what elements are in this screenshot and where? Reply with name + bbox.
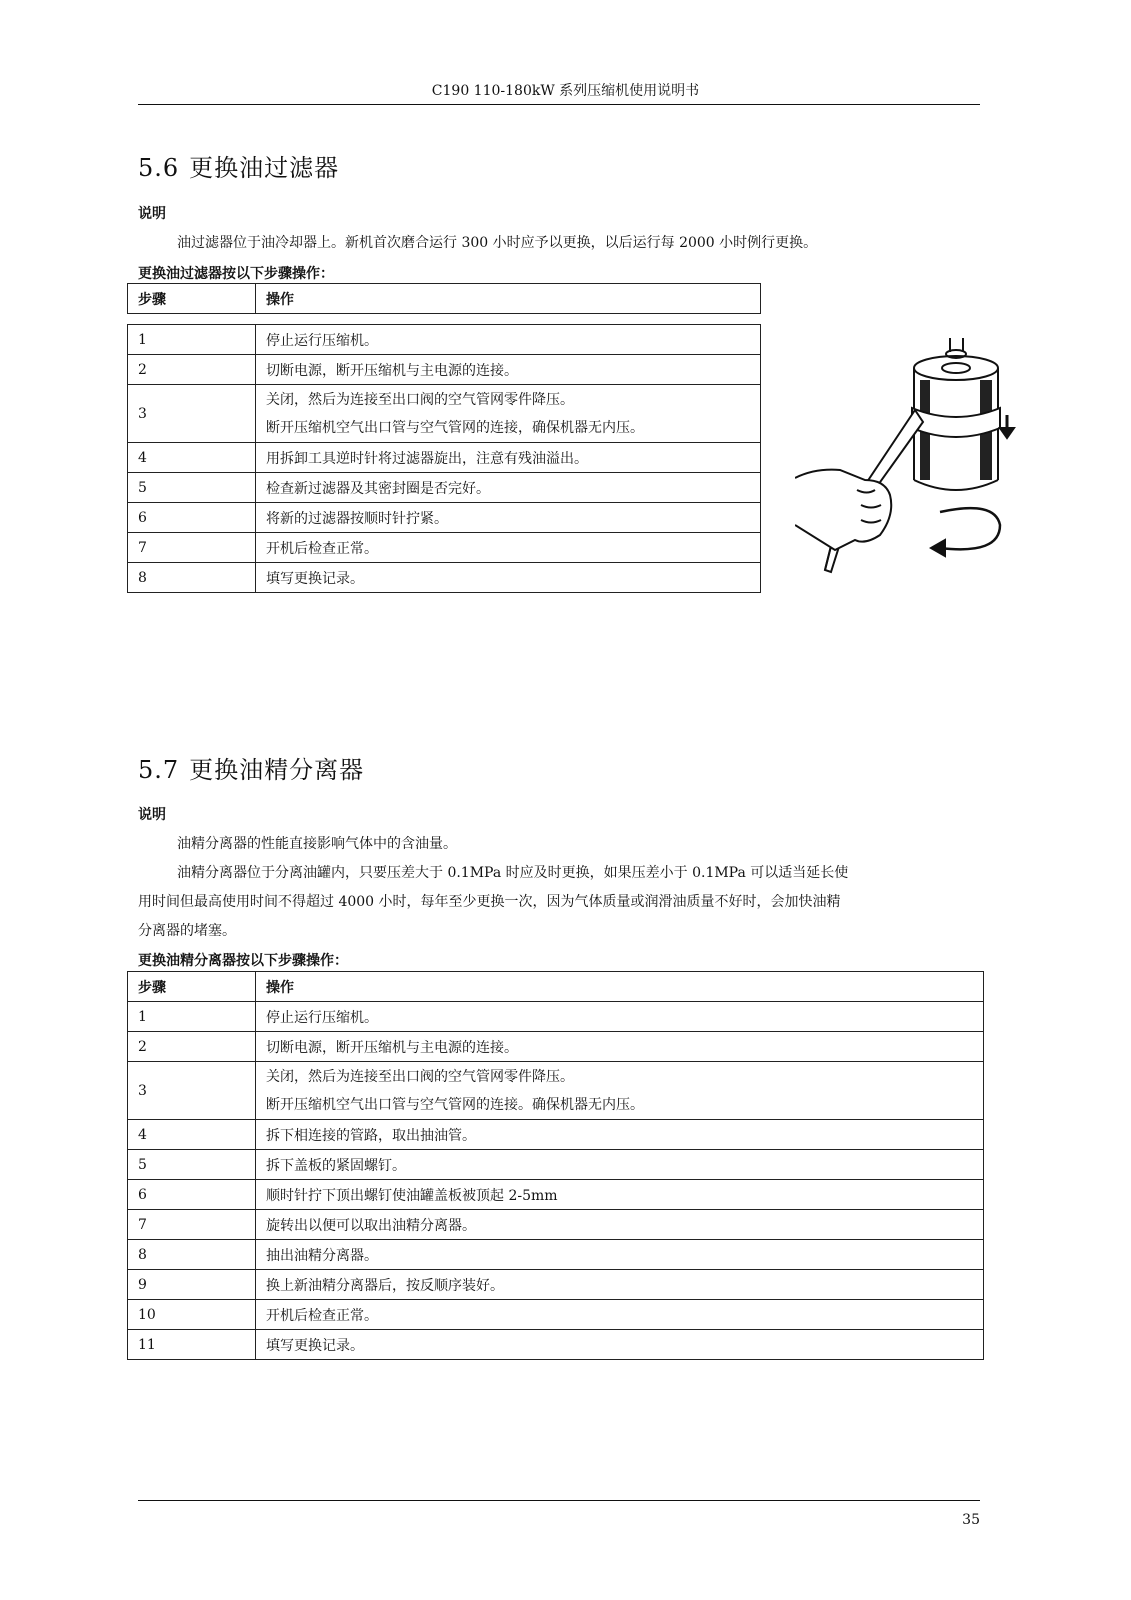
header-cell-step: 步骤 [128,972,256,1002]
operation-cell [256,563,761,593]
step-number-cell: 1 [128,1002,256,1032]
operation-line: 关闭，然后为连接至出口阀的空气管网零件降压。 [266,391,574,408]
table-row [128,443,761,473]
operation-line: 填写更换记录。 [266,1337,364,1354]
operation-line: 用拆卸工具逆时针将过滤器旋出，注意有残油溢出。 [266,450,588,467]
table-row [128,1240,984,1270]
table-row [128,1180,984,1210]
step-number-cell: 4 [128,1120,256,1150]
step-number-cell: 8 [128,563,256,593]
running-header: C190 110-180kW 系列压缩机使用说明书 [431,83,700,99]
table-row [128,533,761,563]
header-cell-operation: 操作 [256,284,761,314]
step-number-cell: 6 [128,1180,256,1210]
steps-table-header [127,283,761,314]
operation-line: 停止运行压缩机。 [266,332,378,349]
table-row [128,385,761,443]
table-row [128,1002,984,1032]
operation-line: 关闭，然后为连接至出口阀的空气管网零件降压。 [266,1068,574,1085]
table-row [128,1120,984,1150]
operation-line: 检查新过滤器及其密封圈是否完好。 [266,480,490,497]
paragraph: 油过滤器位于油冷却器上。新机首次磨合运行 300 小时应予以更换，以后运行每 2000 小时例行更换。 [177,235,818,251]
section-title: 更换油过滤器 [189,154,340,182]
note-label: 说明 [138,206,166,222]
table-row [128,1330,984,1360]
footer-rule [138,1500,980,1501]
steps-intro: 更换油过滤器按以下步骤操作： [138,266,334,282]
table-row [128,563,761,593]
operation-cell [256,1150,984,1180]
steps-intro: 更换油精分离器按以下步骤操作： [138,953,348,969]
operation-line: 顺时针拧下顶出螺钉使油罐盖板被顶起 2-5mm [266,1187,558,1204]
step-number-cell: 3 [128,1062,256,1120]
table-row [128,1210,984,1240]
operation-line: 填写更换记录。 [266,570,364,587]
operation-cell [256,1002,984,1032]
oil-filter-wrench-illustration [795,330,1025,590]
paragraph: 油精分离器的性能直接影响气体中的含油量。 [177,836,457,852]
step-number-cell: 10 [128,1300,256,1330]
operation-line: 开机后检查正常。 [266,540,378,557]
operation-line: 开机后检查正常。 [266,1307,378,1324]
step-number-cell: 7 [128,1210,256,1240]
operation-cell [256,1240,984,1270]
paragraph: 分离器的堵塞。 [138,923,236,939]
paragraph: 用时间但最高使用时间不得超过 4000 小时，每年至少更换一次，因为气体质量或润滑油质量不好时，会加快油精 [138,894,841,910]
table-row [128,355,761,385]
section-number: 5.6 [138,154,180,182]
steps-table-5-6 [127,324,761,593]
operation-line: 旋转出以便可以取出油精分离器。 [266,1217,476,1234]
operation-cell [256,325,761,355]
operation-cell [256,1032,984,1062]
step-number-cell: 9 [128,1270,256,1300]
operation-line: 换上新油精分离器后，按反顺序装好。 [266,1277,504,1294]
table-row [128,473,761,503]
table-row [128,1032,984,1062]
note-label: 说明 [138,807,166,823]
step-number-cell: 2 [128,355,256,385]
step-number-cell: 8 [128,1240,256,1270]
step-number-cell: 5 [128,1150,256,1180]
operation-line: 拆下盖板的紧固螺钉。 [266,1157,406,1174]
operation-cell [256,1270,984,1300]
step-number-cell: 2 [128,1032,256,1062]
operation-line: 切断电源，断开压缩机与主电源的连接。 [266,362,518,379]
table-row [128,1270,984,1300]
section-title: 更换油精分离器 [189,756,365,784]
step-number-cell: 11 [128,1330,256,1360]
step-number-cell: 1 [128,325,256,355]
operation-cell [256,355,761,385]
section-heading-5-6 [138,148,339,183]
operation-line: 停止运行压缩机。 [266,1009,378,1026]
operation-line: 切断电源，断开压缩机与主电源的连接。 [266,1039,518,1056]
table-row [128,325,761,355]
table-row [128,1062,984,1120]
step-number-cell: 7 [128,533,256,563]
header-rule [138,104,980,105]
operation-cell [256,443,761,473]
operation-cell [256,503,761,533]
section-heading-5-7 [138,750,364,785]
operation-cell [256,1062,984,1120]
section-number: 5.7 [138,756,180,784]
step-number-cell: 4 [128,443,256,473]
operation-cell [256,1120,984,1150]
table-row [128,503,761,533]
operation-line: 拆下相连接的管路，取出抽油管。 [266,1127,476,1144]
operation-line: 将新的过滤器按顺时针拧紧。 [266,510,448,527]
header-cell-step: 步骤 [128,284,256,314]
operation-cell [256,1330,984,1360]
steps-table-5-7 [127,971,984,1360]
operation-cell [256,1180,984,1210]
operation-cell [256,385,761,443]
table-row [128,1150,984,1180]
operation-cell [256,1210,984,1240]
operation-line: 断开压缩机空气出口管与空气管网的连接。确保机器无内压。 [266,1096,644,1113]
page-number: 35 [962,1512,980,1528]
operation-cell [256,533,761,563]
step-number-cell: 5 [128,473,256,503]
operation-cell [256,1300,984,1330]
header-cell-operation: 操作 [256,972,984,1002]
step-number-cell: 3 [128,385,256,443]
paragraph: 油精分离器位于分离油罐内，只要压差大于 0.1MPa 时应及时更换，如果压差小于 0.1MPa 可以适当延长使 [177,865,849,881]
operation-line: 断开压缩机空气出口管与空气管网的连接，确保机器无内压。 [266,419,644,436]
table-row [128,1300,984,1330]
operation-line: 抽出油精分离器。 [266,1247,378,1264]
operation-cell [256,473,761,503]
step-number-cell: 6 [128,503,256,533]
